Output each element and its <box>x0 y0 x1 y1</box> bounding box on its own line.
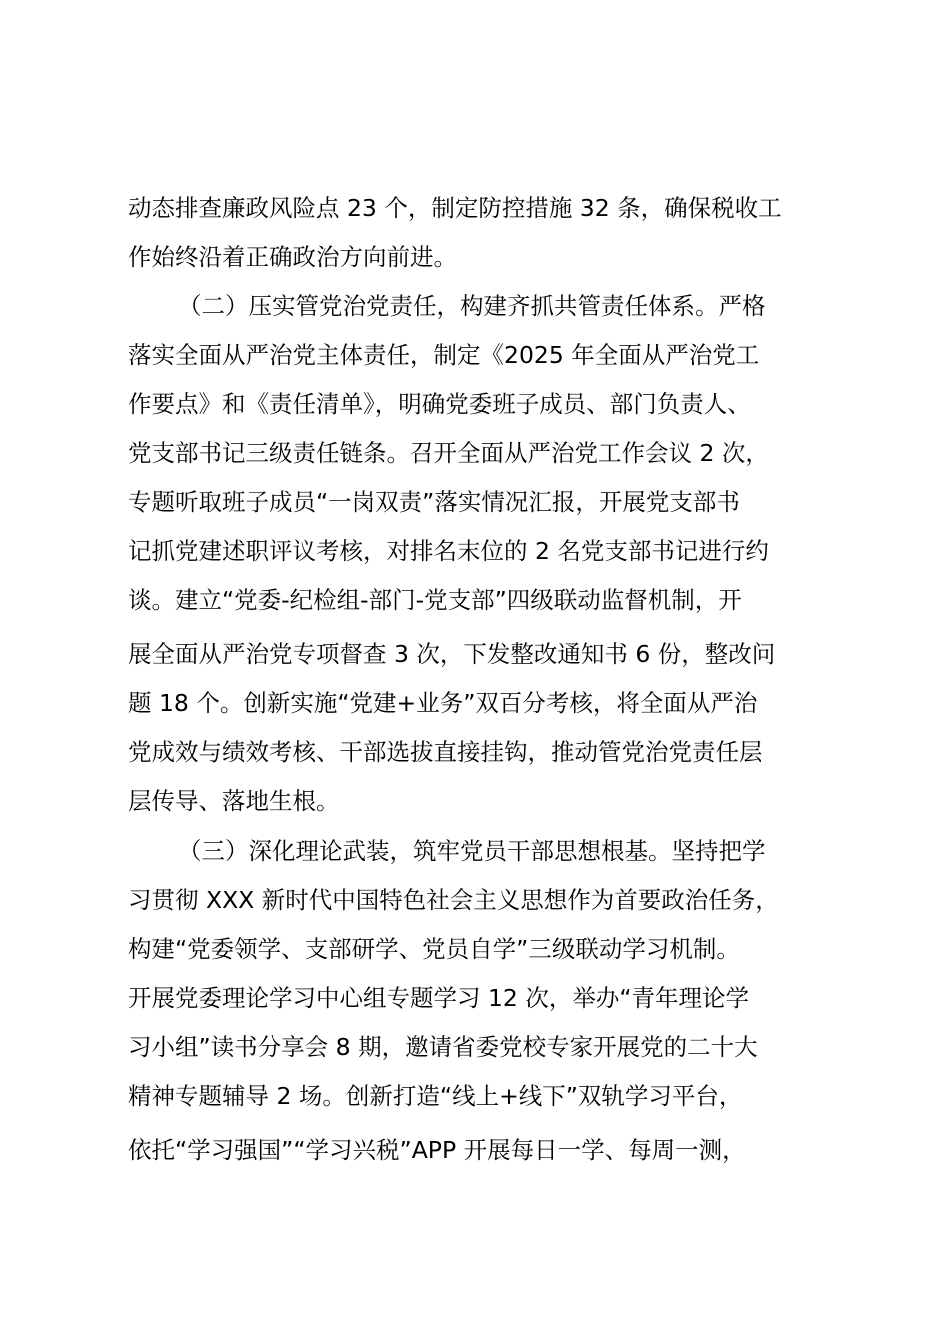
text-line: 动态排查廉政风险点 23 个，制定防控措施 32 条，确保税收工 <box>128 194 782 222</box>
text-line: 习小组”读书分享会 8 期，邀请省委党校专家开展党的二十大 <box>128 1033 758 1061</box>
text-line: 开展党委理论学习中心组专题学习 12 次，举办“青年理论学 <box>128 984 750 1012</box>
text-line: 作始终沿着正确政治方向前进。 <box>128 243 457 271</box>
section-heading-line: （二）压实管党治党责任，构建齐抓共管责任体系。严格 <box>178 292 766 320</box>
text-line: 题 18 个。创新实施“党建+业务”双百分考核，将全面从严治 <box>128 689 758 717</box>
text-line: 谈。建立“党委-纪检组-部门-党支部”四级联动监督机制，开 <box>128 586 742 614</box>
text-line: 落实全面从严治党主体责任，制定《2025 年全面从严治党工 <box>128 341 760 369</box>
text-line: 专题听取班子成员“一岗双责”落实情况汇报，开展党支部书 <box>128 488 740 516</box>
section-heading-line: （三）深化理论武装，筑牢党员干部思想根基。坚持把学 <box>178 837 766 865</box>
text-line: 构建“党委领学、支部研学、党员自学”三级联动学习机制。 <box>128 935 740 963</box>
text-line: 精神专题辅导 2 场。创新打造“线上+线下”双轨学习平台， <box>128 1082 743 1110</box>
text-line: 展全面从严治党专项督查 3 次，下发整改通知书 6 份，整改问 <box>128 640 776 668</box>
text-line: 习贯彻 XXX 新时代中国特色社会主义思想作为首要政治任务， <box>128 886 779 914</box>
text-line: 党成效与绩效考核、干部选拔直接挂钩，推动管党治党责任层 <box>128 738 763 766</box>
text-line: 党支部书记三级责任链条。召开全面从严治党工作会议 2 次， <box>128 439 769 467</box>
text-line: 作要点》和《责任清单》，明确党委班子成员、部门负责人、 <box>128 390 751 418</box>
text-line: 层传导、落地生根。 <box>128 787 340 815</box>
text-line: 依托“学习强国”“学习兴税”APP 开展每日一学、每周一测， <box>128 1136 746 1164</box>
text-line: 记抓党建述职评议考核，对排名末位的 2 名党支部书记进行约 <box>128 537 769 565</box>
